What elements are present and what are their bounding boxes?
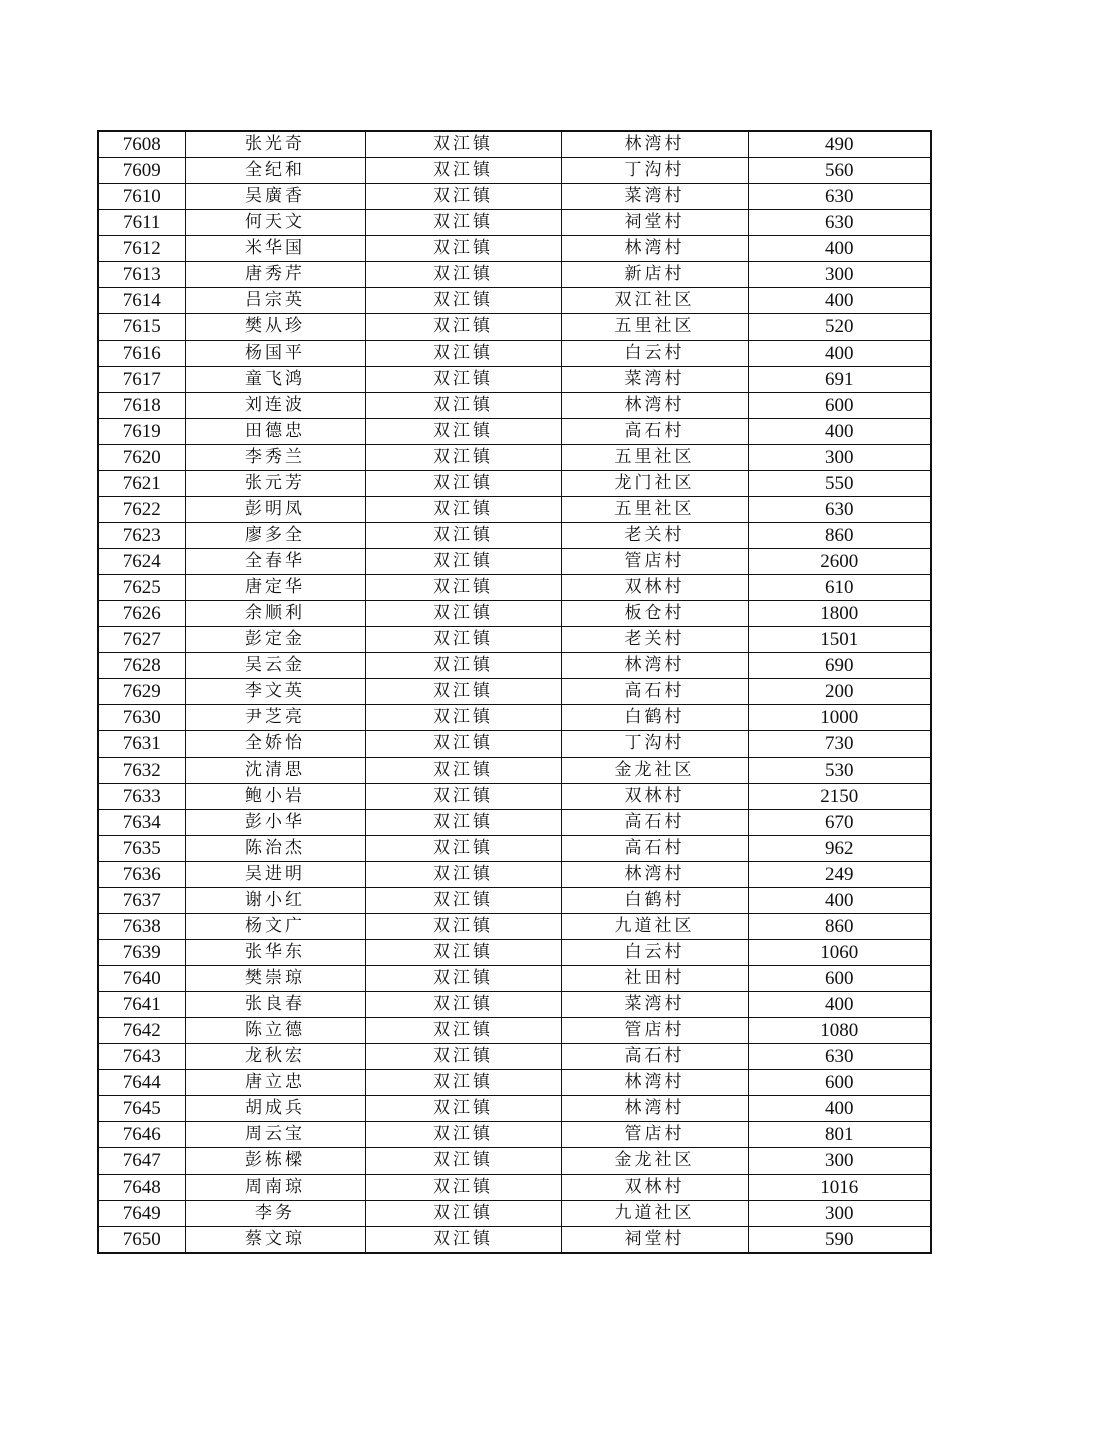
cell-person-name: 胡成兵	[185, 1096, 365, 1122]
cell-town: 双江镇	[365, 418, 561, 444]
table-row	[98, 158, 931, 184]
cell-person-name: 吕宗英	[185, 288, 365, 314]
table-row	[98, 1070, 931, 1096]
cell-town: 双江镇	[365, 392, 561, 418]
cell-village: 林湾村	[561, 861, 748, 887]
cell-row-number: 7639	[98, 939, 185, 965]
cell-person-name: 鲍小岩	[185, 783, 365, 809]
table-row	[98, 783, 931, 809]
cell-person-name: 谢小红	[185, 887, 365, 913]
table-row	[98, 444, 931, 470]
cell-person-name: 尹芝亮	[185, 705, 365, 731]
cell-person-name: 唐秀芹	[185, 262, 365, 288]
cell-village: 菜湾村	[561, 366, 748, 392]
cell-amount: 300	[748, 1148, 931, 1174]
cell-row-number: 7623	[98, 522, 185, 548]
cell-town: 双江镇	[365, 913, 561, 939]
table-row	[98, 210, 931, 236]
cell-village: 白云村	[561, 939, 748, 965]
cell-village: 丁沟村	[561, 731, 748, 757]
cell-village: 管店村	[561, 1018, 748, 1044]
cell-town: 双江镇	[365, 679, 561, 705]
cell-row-number: 7650	[98, 1226, 185, 1253]
cell-amount: 560	[748, 158, 931, 184]
cell-town: 双江镇	[365, 366, 561, 392]
table-row	[98, 496, 931, 522]
cell-village: 双林村	[561, 575, 748, 601]
cell-village: 林湾村	[561, 1070, 748, 1096]
table-row	[98, 392, 931, 418]
table-row	[98, 601, 931, 627]
cell-row-number: 7628	[98, 653, 185, 679]
cell-row-number: 7644	[98, 1070, 185, 1096]
table-row	[98, 992, 931, 1018]
cell-village: 林湾村	[561, 653, 748, 679]
cell-person-name: 全娇怡	[185, 731, 365, 757]
cell-town: 双江镇	[365, 861, 561, 887]
cell-village: 菜湾村	[561, 992, 748, 1018]
cell-amount: 1080	[748, 1018, 931, 1044]
cell-village: 双江社区	[561, 288, 748, 314]
table-row	[98, 705, 931, 731]
data-table	[97, 130, 932, 1254]
cell-amount: 801	[748, 1122, 931, 1148]
cell-row-number: 7646	[98, 1122, 185, 1148]
cell-person-name: 彭明凤	[185, 496, 365, 522]
cell-town: 双江镇	[365, 809, 561, 835]
cell-row-number: 7636	[98, 861, 185, 887]
cell-row-number: 7633	[98, 783, 185, 809]
cell-person-name: 唐定华	[185, 575, 365, 601]
table-row	[98, 1044, 931, 1070]
cell-row-number: 7647	[98, 1148, 185, 1174]
cell-row-number: 7645	[98, 1096, 185, 1122]
cell-row-number: 7643	[98, 1044, 185, 1070]
cell-town: 双江镇	[365, 1070, 561, 1096]
cell-village: 高石村	[561, 679, 748, 705]
cell-town: 双江镇	[365, 939, 561, 965]
cell-amount: 600	[748, 966, 931, 992]
cell-person-name: 张光奇	[185, 131, 365, 158]
cell-row-number: 7631	[98, 731, 185, 757]
cell-village: 菜湾村	[561, 184, 748, 210]
cell-village: 白云村	[561, 340, 748, 366]
cell-town: 双江镇	[365, 887, 561, 913]
cell-town: 双江镇	[365, 1122, 561, 1148]
cell-person-name: 全纪和	[185, 158, 365, 184]
cell-person-name: 余顺利	[185, 601, 365, 627]
cell-town: 双江镇	[365, 966, 561, 992]
cell-town: 双江镇	[365, 549, 561, 575]
cell-village: 祠堂村	[561, 1226, 748, 1253]
cell-person-name: 杨文广	[185, 913, 365, 939]
cell-town: 双江镇	[365, 653, 561, 679]
cell-row-number: 7635	[98, 835, 185, 861]
table-row	[98, 679, 931, 705]
cell-amount: 630	[748, 210, 931, 236]
cell-person-name: 樊崇琼	[185, 966, 365, 992]
cell-amount: 300	[748, 444, 931, 470]
cell-town: 双江镇	[365, 757, 561, 783]
cell-row-number: 7621	[98, 470, 185, 496]
cell-amount: 860	[748, 913, 931, 939]
cell-village: 老关村	[561, 627, 748, 653]
cell-town: 双江镇	[365, 444, 561, 470]
cell-town: 双江镇	[365, 1226, 561, 1253]
cell-village: 高石村	[561, 809, 748, 835]
cell-person-name: 彭定金	[185, 627, 365, 653]
cell-village: 高石村	[561, 835, 748, 861]
cell-person-name: 全春华	[185, 549, 365, 575]
cell-person-name: 周南琼	[185, 1174, 365, 1200]
cell-row-number: 7627	[98, 627, 185, 653]
cell-village: 林湾村	[561, 1096, 748, 1122]
cell-village: 龙门社区	[561, 470, 748, 496]
cell-amount: 630	[748, 184, 931, 210]
cell-row-number: 7641	[98, 992, 185, 1018]
cell-row-number: 7611	[98, 210, 185, 236]
cell-person-name: 吴进明	[185, 861, 365, 887]
table-row	[98, 887, 931, 913]
cell-row-number: 7617	[98, 366, 185, 392]
cell-village: 九道社区	[561, 1200, 748, 1226]
cell-amount: 300	[748, 1200, 931, 1226]
table-row	[98, 653, 931, 679]
cell-person-name: 田德忠	[185, 418, 365, 444]
cell-row-number: 7629	[98, 679, 185, 705]
cell-person-name: 彭小华	[185, 809, 365, 835]
table-row	[98, 366, 931, 392]
cell-amount: 2600	[748, 549, 931, 575]
table-row	[98, 1174, 931, 1200]
cell-row-number: 7618	[98, 392, 185, 418]
cell-person-name: 李务	[185, 1200, 365, 1226]
cell-town: 双江镇	[365, 731, 561, 757]
table-row	[98, 340, 931, 366]
table-row	[98, 314, 931, 340]
cell-amount: 630	[748, 496, 931, 522]
cell-village: 九道社区	[561, 913, 748, 939]
cell-person-name: 张华东	[185, 939, 365, 965]
cell-town: 双江镇	[365, 1200, 561, 1226]
cell-town: 双江镇	[365, 1018, 561, 1044]
cell-town: 双江镇	[365, 1174, 561, 1200]
cell-town: 双江镇	[365, 601, 561, 627]
table-row	[98, 1096, 931, 1122]
cell-person-name: 米华国	[185, 236, 365, 262]
cell-row-number: 7640	[98, 966, 185, 992]
cell-village: 林湾村	[561, 236, 748, 262]
cell-amount: 670	[748, 809, 931, 835]
cell-amount: 200	[748, 679, 931, 705]
cell-amount: 400	[748, 887, 931, 913]
cell-town: 双江镇	[365, 783, 561, 809]
cell-row-number: 7638	[98, 913, 185, 939]
cell-amount: 1800	[748, 601, 931, 627]
table-row	[98, 575, 931, 601]
cell-village: 丁沟村	[561, 158, 748, 184]
table-row	[98, 1122, 931, 1148]
cell-amount: 2150	[748, 783, 931, 809]
cell-person-name: 张良春	[185, 992, 365, 1018]
cell-row-number: 7615	[98, 314, 185, 340]
cell-village: 管店村	[561, 1122, 748, 1148]
cell-row-number: 7622	[98, 496, 185, 522]
cell-town: 双江镇	[365, 496, 561, 522]
cell-town: 双江镇	[365, 1044, 561, 1070]
cell-village: 金龙社区	[561, 1148, 748, 1174]
cell-town: 双江镇	[365, 575, 561, 601]
cell-town: 双江镇	[365, 262, 561, 288]
cell-row-number: 7614	[98, 288, 185, 314]
cell-row-number: 7613	[98, 262, 185, 288]
cell-row-number: 7612	[98, 236, 185, 262]
cell-person-name: 陈治杰	[185, 835, 365, 861]
cell-amount: 1000	[748, 705, 931, 731]
table-row	[98, 1200, 931, 1226]
cell-row-number: 7608	[98, 131, 185, 158]
table-row	[98, 757, 931, 783]
table-row	[98, 470, 931, 496]
cell-person-name: 刘连波	[185, 392, 365, 418]
cell-row-number: 7642	[98, 1018, 185, 1044]
cell-village: 双林村	[561, 1174, 748, 1200]
cell-amount: 520	[748, 314, 931, 340]
cell-row-number: 7634	[98, 809, 185, 835]
cell-amount: 962	[748, 835, 931, 861]
cell-amount: 400	[748, 418, 931, 444]
cell-village: 五里社区	[561, 444, 748, 470]
cell-person-name: 李秀兰	[185, 444, 365, 470]
cell-town: 双江镇	[365, 705, 561, 731]
cell-person-name: 吴廣香	[185, 184, 365, 210]
cell-person-name: 张元芳	[185, 470, 365, 496]
cell-town: 双江镇	[365, 288, 561, 314]
table-row	[98, 913, 931, 939]
cell-amount: 1016	[748, 1174, 931, 1200]
cell-amount: 400	[748, 1096, 931, 1122]
cell-town: 双江镇	[365, 1148, 561, 1174]
cell-town: 双江镇	[365, 522, 561, 548]
cell-amount: 860	[748, 522, 931, 548]
cell-village: 金龙社区	[561, 757, 748, 783]
cell-amount: 1501	[748, 627, 931, 653]
cell-village: 高石村	[561, 418, 748, 444]
cell-row-number: 7620	[98, 444, 185, 470]
cell-row-number: 7624	[98, 549, 185, 575]
cell-amount: 490	[748, 131, 931, 158]
cell-amount: 400	[748, 288, 931, 314]
cell-row-number: 7626	[98, 601, 185, 627]
cell-person-name: 李文英	[185, 679, 365, 705]
cell-amount: 530	[748, 757, 931, 783]
cell-town: 双江镇	[365, 184, 561, 210]
cell-row-number: 7637	[98, 887, 185, 913]
cell-row-number: 7648	[98, 1174, 185, 1200]
cell-row-number: 7619	[98, 418, 185, 444]
cell-person-name: 彭栋樑	[185, 1148, 365, 1174]
cell-village: 管店村	[561, 549, 748, 575]
cell-village: 双林村	[561, 783, 748, 809]
cell-town: 双江镇	[365, 314, 561, 340]
cell-amount: 600	[748, 1070, 931, 1096]
cell-town: 双江镇	[365, 158, 561, 184]
cell-person-name: 唐立忠	[185, 1070, 365, 1096]
cell-amount: 400	[748, 236, 931, 262]
cell-village: 林湾村	[561, 131, 748, 158]
table-row	[98, 835, 931, 861]
cell-town: 双江镇	[365, 1096, 561, 1122]
cell-person-name: 樊从珍	[185, 314, 365, 340]
cell-village: 老关村	[561, 522, 748, 548]
cell-person-name: 周云宝	[185, 1122, 365, 1148]
table-row	[98, 939, 931, 965]
table-row	[98, 522, 931, 548]
table-row	[98, 627, 931, 653]
cell-town: 双江镇	[365, 627, 561, 653]
cell-town: 双江镇	[365, 210, 561, 236]
table-body	[98, 131, 931, 1253]
cell-row-number: 7630	[98, 705, 185, 731]
table-row	[98, 966, 931, 992]
cell-amount: 249	[748, 861, 931, 887]
cell-person-name: 蔡文琼	[185, 1226, 365, 1253]
cell-town: 双江镇	[365, 992, 561, 1018]
cell-village: 祠堂村	[561, 210, 748, 236]
cell-row-number: 7610	[98, 184, 185, 210]
cell-person-name: 廖多全	[185, 522, 365, 548]
table-row	[98, 236, 931, 262]
cell-amount: 690	[748, 653, 931, 679]
cell-amount: 630	[748, 1044, 931, 1070]
cell-row-number: 7609	[98, 158, 185, 184]
cell-town: 双江镇	[365, 131, 561, 158]
cell-village: 新店村	[561, 262, 748, 288]
cell-person-name: 杨国平	[185, 340, 365, 366]
cell-amount: 610	[748, 575, 931, 601]
cell-person-name: 童飞鸿	[185, 366, 365, 392]
cell-row-number: 7625	[98, 575, 185, 601]
table-row	[98, 131, 931, 158]
cell-person-name: 何天文	[185, 210, 365, 236]
table-row	[98, 1226, 931, 1253]
cell-row-number: 7649	[98, 1200, 185, 1226]
cell-amount: 590	[748, 1226, 931, 1253]
cell-person-name: 吴云金	[185, 653, 365, 679]
table-row	[98, 1148, 931, 1174]
cell-village: 白鹤村	[561, 705, 748, 731]
table-row	[98, 809, 931, 835]
table-row	[98, 1018, 931, 1044]
table-row	[98, 288, 931, 314]
cell-town: 双江镇	[365, 835, 561, 861]
table-row	[98, 731, 931, 757]
table-row	[98, 549, 931, 575]
table-row	[98, 861, 931, 887]
cell-amount: 400	[748, 992, 931, 1018]
cell-village: 高石村	[561, 1044, 748, 1070]
cell-person-name: 龙秋宏	[185, 1044, 365, 1070]
cell-person-name: 陈立德	[185, 1018, 365, 1044]
cell-amount: 550	[748, 470, 931, 496]
cell-person-name: 沈清思	[185, 757, 365, 783]
cell-amount: 730	[748, 731, 931, 757]
cell-row-number: 7632	[98, 757, 185, 783]
cell-town: 双江镇	[365, 236, 561, 262]
cell-village: 林湾村	[561, 392, 748, 418]
cell-amount: 691	[748, 366, 931, 392]
cell-village: 板仓村	[561, 601, 748, 627]
cell-amount: 400	[748, 340, 931, 366]
cell-row-number: 7616	[98, 340, 185, 366]
cell-village: 五里社区	[561, 496, 748, 522]
cell-village: 五里社区	[561, 314, 748, 340]
cell-amount: 300	[748, 262, 931, 288]
table-row	[98, 418, 931, 444]
cell-amount: 1060	[748, 939, 931, 965]
cell-town: 双江镇	[365, 340, 561, 366]
cell-village: 白鹤村	[561, 887, 748, 913]
cell-village: 社田村	[561, 966, 748, 992]
cell-amount: 600	[748, 392, 931, 418]
cell-town: 双江镇	[365, 470, 561, 496]
table-row	[98, 262, 931, 288]
table-row	[98, 184, 931, 210]
